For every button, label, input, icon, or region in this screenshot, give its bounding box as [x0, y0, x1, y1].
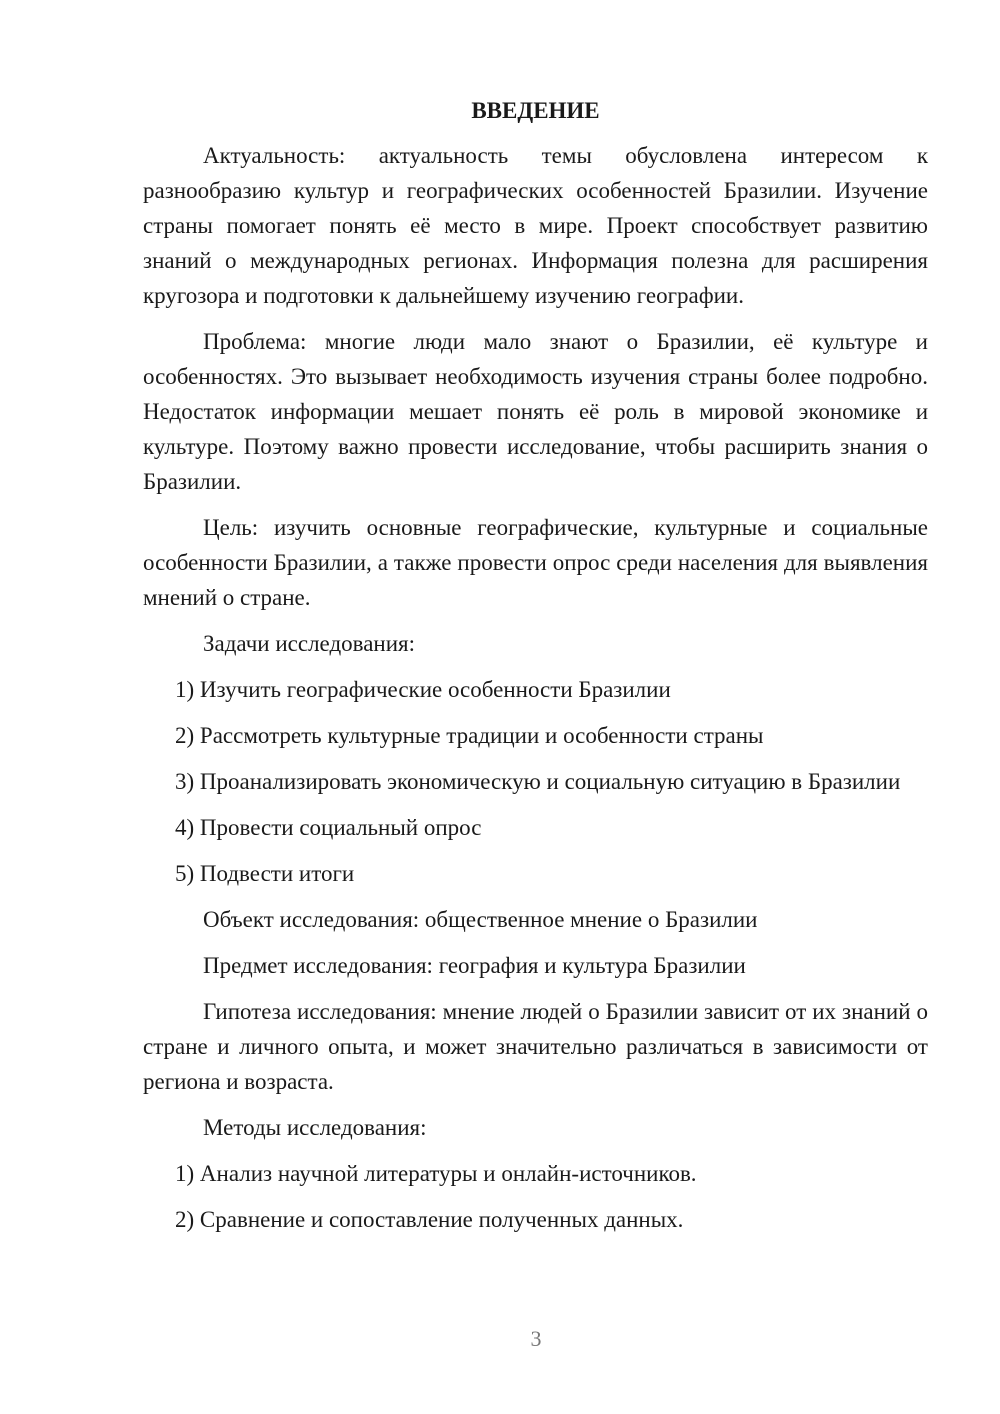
method-item: 1) Анализ научной литературы и онлайн-источников.: [175, 1161, 697, 1186]
hypothesis-paragraph: Гипотеза исследования: мнение людей о Бразилии зависит от их знаний о стране и личного опыта, и может значительно различаться в зависимости от региона и возраста.: [143, 999, 928, 1094]
document-body: [143, 93, 928, 1248]
relevance-paragraph: Актуальность: актуальность темы обусловлена интересом к разнообразию культур и географических особенностей Бразилии. Изучение страны помогает понять её место в мире. Проект способствует развитию знаний о международных регионах. Информация полезна для расширения кругозора и подготовки к дальнейшему изучению географии.: [143, 143, 928, 308]
task-item: 5) Подвести итоги: [175, 861, 355, 886]
page-number: 3: [530, 1326, 542, 1351]
methods-heading: Методы исследования:: [203, 1115, 427, 1140]
task-item: 2) Рассмотреть культурные традиции и особенности страны: [175, 723, 764, 748]
research-subject: Предмет исследования: география и культура Бразилии: [203, 953, 746, 978]
task-item: 3) Проанализировать экономическую и социальную ситуацию в Бразилии: [175, 769, 901, 794]
task-item: 1) Изучить географические особенности Бразилии: [175, 677, 671, 702]
task-item: 4) Провести социальный опрос: [175, 815, 482, 840]
goal-paragraph: Цель: изучить основные географические, культурные и социальные особенности Бразилии, а также провести опрос среди населения для выявления мнений о стране.: [143, 515, 928, 610]
research-object: Объект исследования: общественное мнение о Бразилии: [203, 907, 758, 932]
tasks-heading: Задачи исследования:: [203, 631, 416, 656]
page-title: ВВЕДЕНИЕ: [471, 98, 600, 123]
problem-paragraph: Проблема: многие люди мало знают о Бразилии, её культуре и особенностях. Это вызывает необходимость изучения страны более подробно. Недостаток информации мешает понять её роль в мировой экономике и культуре. Поэтому важно провести исследование, чтобы расширить знания о Бразилии.: [143, 329, 928, 494]
method-item: 2) Сравнение и сопоставление полученных данных.: [175, 1207, 684, 1232]
